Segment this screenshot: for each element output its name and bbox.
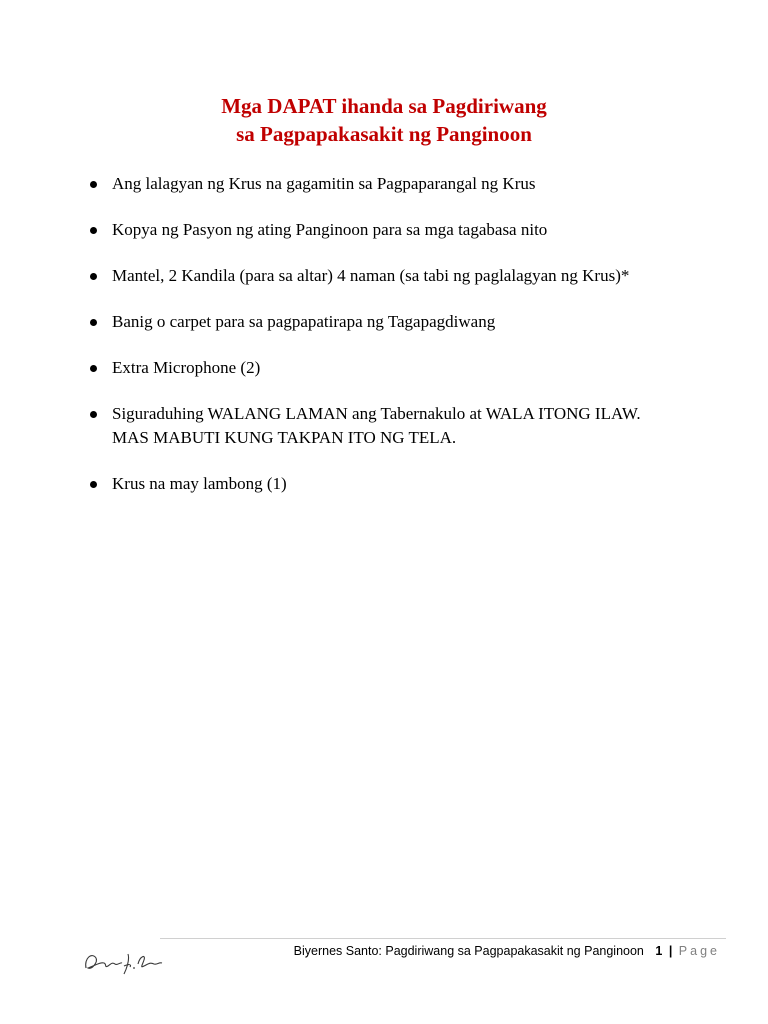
title-line-1: Mga DAPAT ihanda sa Pagdiriwang	[221, 94, 547, 118]
bullet-icon	[90, 227, 97, 234]
list-item-text: Ang lalagyan ng Krus na gagamitin sa Pagpaparangal ng Krus	[112, 174, 536, 193]
bullet-icon	[90, 481, 97, 488]
bullet-icon	[90, 411, 97, 418]
list-item	[86, 472, 666, 496]
requirements-list	[86, 172, 666, 518]
list-item-text: Extra Microphone (2)	[112, 358, 261, 377]
bullet-icon	[90, 181, 97, 188]
page-number: 1	[655, 944, 663, 958]
signature-icon	[80, 944, 164, 978]
list-item	[86, 172, 666, 196]
document-title	[0, 92, 768, 148]
bullet-icon	[90, 273, 97, 280]
list-item	[86, 310, 666, 334]
footer-separator: |	[668, 944, 673, 958]
list-item	[86, 218, 666, 242]
list-item	[86, 264, 666, 288]
list-item	[86, 402, 666, 450]
list-item-text: Kopya ng Pasyon ng ating Panginoon para sa mga tagabasa nito	[112, 220, 548, 239]
footer-title: Biyernes Santo: Pagdiriwang sa Pagpapakasakit ng Panginoon	[293, 944, 644, 958]
bullet-icon	[90, 319, 97, 326]
list-item-text: Krus na may lambong (1)	[112, 474, 287, 493]
list-item-text: Banig o carpet para sa pagpapatirapa ng Tagapagdiwang	[112, 312, 496, 331]
title-line-2: sa Pagpapakasakit ng Panginoon	[236, 122, 532, 146]
footer-divider	[160, 938, 726, 939]
page-label: Page	[678, 944, 720, 958]
list-item-text: Mantel, 2 Kandila (para sa altar) 4 naman (sa tabi ng paglalagyan ng Krus)*	[112, 266, 630, 285]
list-item-text: Siguraduhing WALANG LAMAN ang Tabernakulo at WALA ITONG ILAW. MAS MABUTI KUNG TAKPAN ITO NG TELA.	[112, 404, 641, 447]
page-footer	[294, 942, 720, 960]
bullet-icon	[90, 365, 97, 372]
list-item	[86, 356, 666, 380]
